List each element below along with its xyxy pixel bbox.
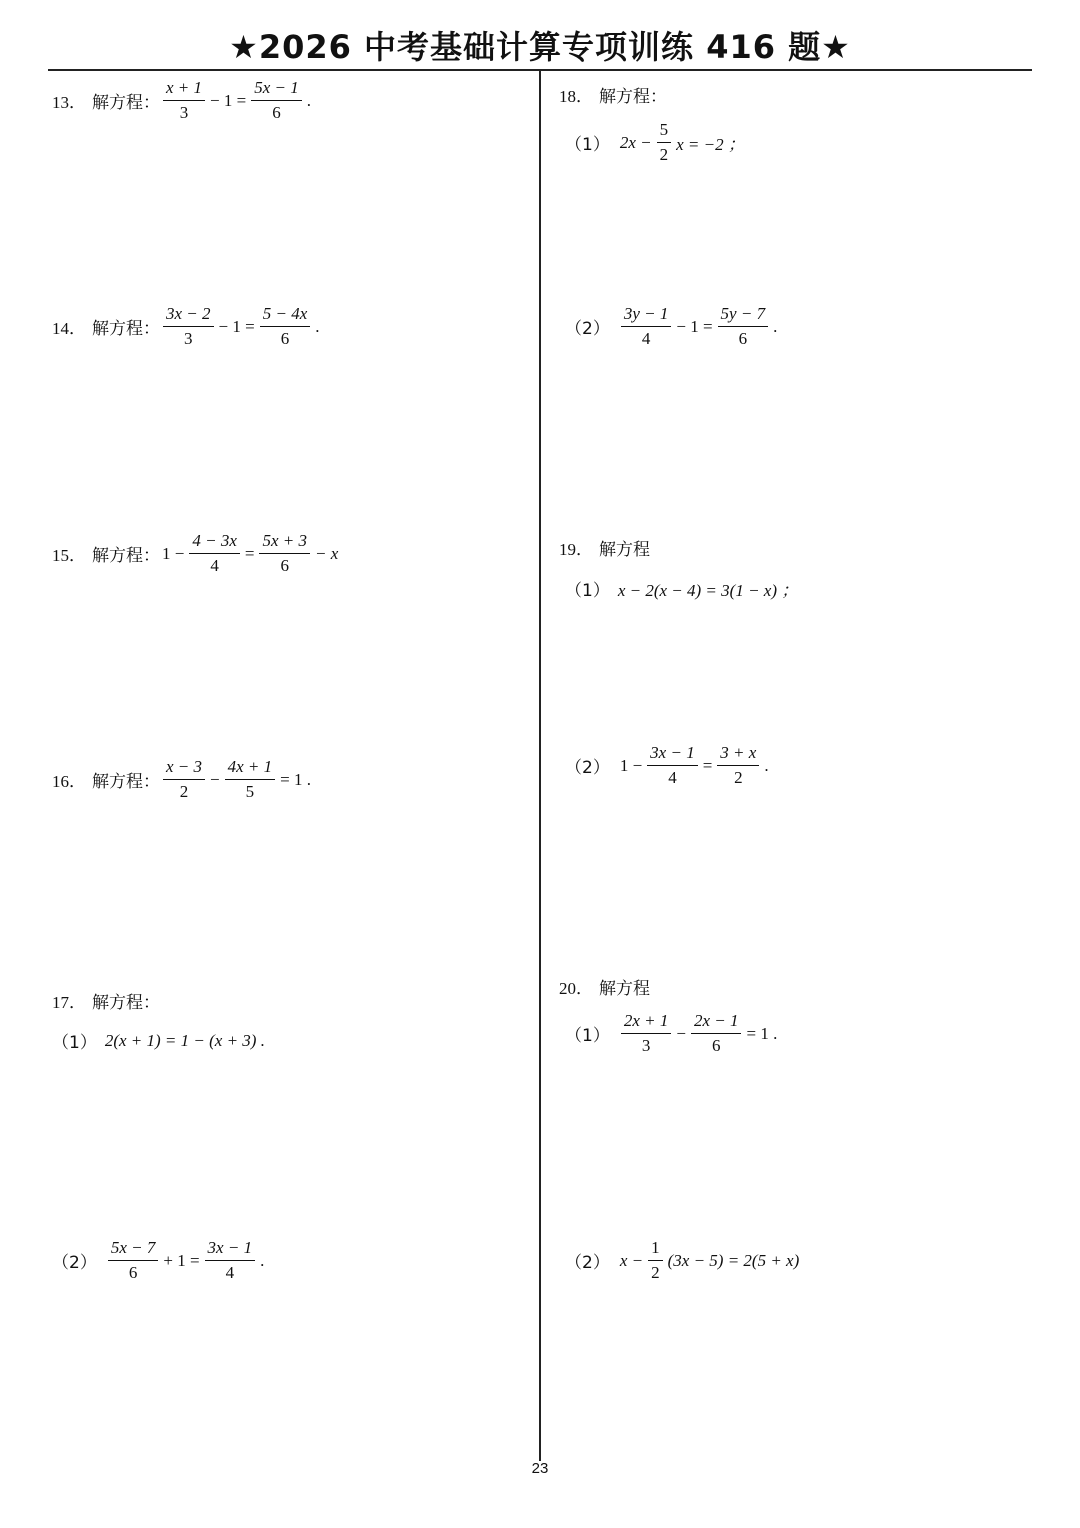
denominator: 6 xyxy=(738,329,748,348)
part-label: （2） xyxy=(565,319,610,339)
numerator: 5x + 3 xyxy=(259,531,310,554)
denominator: 6 xyxy=(711,1036,721,1055)
problem-instruction: 解方程： xyxy=(599,87,667,107)
problem-number: 14． xyxy=(52,319,86,338)
numerator: 4 − 3x xyxy=(189,531,240,554)
prefix: x − xyxy=(619,1250,644,1270)
part-label: （1） xyxy=(52,1033,97,1053)
denominator: 2 xyxy=(651,1263,660,1282)
operator: = xyxy=(702,755,713,775)
end-mark: . xyxy=(764,755,769,775)
numerator: 5 − 4x xyxy=(260,304,311,327)
denominator: 2 xyxy=(179,782,189,801)
fraction xyxy=(108,1238,159,1283)
operator: = xyxy=(244,543,255,563)
fraction xyxy=(621,1011,672,1056)
problem-instruction: 解方程： xyxy=(92,319,160,339)
fraction xyxy=(163,78,205,123)
page-number: 23 xyxy=(531,1460,549,1477)
problem-17-part-2 xyxy=(52,1238,266,1283)
problem-20-part-1 xyxy=(565,1011,779,1056)
end-mark: . xyxy=(260,1250,265,1270)
prefix: 1 − xyxy=(162,543,185,563)
operator: − 1 = xyxy=(210,90,247,110)
part-label: （2） xyxy=(565,758,610,778)
fraction xyxy=(717,743,759,788)
numerator: 3 + x xyxy=(717,743,759,766)
problem-instruction: 解方程 xyxy=(599,979,650,999)
numerator: 3x − 2 xyxy=(163,304,214,327)
fraction xyxy=(647,743,698,788)
denominator: 2 xyxy=(734,768,743,787)
part-label: （1） xyxy=(565,581,610,601)
numerator: 3x − 1 xyxy=(647,743,698,766)
fraction xyxy=(163,304,214,349)
problem-19-part-2 xyxy=(565,743,771,788)
operator: − xyxy=(210,769,220,789)
end-mark: = 1 . xyxy=(746,1023,778,1043)
problem-number: 17． xyxy=(52,993,86,1012)
operator: − xyxy=(676,1023,686,1043)
denominator: 6 xyxy=(280,329,290,348)
problem-number: 16． xyxy=(52,772,86,791)
column-divider xyxy=(539,71,541,1461)
numerator: 3y − 1 xyxy=(621,304,672,327)
denominator: 4 xyxy=(641,329,651,348)
suffix: (3x − 5) = 2(5 + x) xyxy=(667,1250,800,1270)
problem-18 xyxy=(559,82,667,107)
fraction xyxy=(189,531,240,576)
fraction xyxy=(657,120,672,165)
problem-19 xyxy=(559,535,650,560)
problem-13 xyxy=(52,78,313,123)
denominator: 2 xyxy=(659,145,669,164)
problem-number: 19． xyxy=(559,540,593,559)
fraction xyxy=(163,757,205,802)
problem-number: 13． xyxy=(52,93,86,112)
part-label: （1） xyxy=(565,135,610,155)
fraction xyxy=(260,304,311,349)
prefix: 1 − xyxy=(619,755,643,775)
prefix: 2x − xyxy=(619,132,652,152)
end-mark: = 1 . xyxy=(280,769,311,789)
problem-16 xyxy=(52,757,313,802)
fraction xyxy=(621,304,672,349)
numerator: x + 1 xyxy=(163,78,205,101)
problem-19-part-1 xyxy=(565,576,798,601)
equation: 2(x + 1) = 1 − (x + 3) . xyxy=(104,1030,265,1050)
problem-17-part-1 xyxy=(52,1028,265,1053)
problem-15 xyxy=(52,531,340,576)
problem-instruction: 解方程 xyxy=(599,540,650,560)
denominator: 6 xyxy=(272,103,281,122)
problem-instruction: 解方程： xyxy=(92,772,160,792)
problem-17 xyxy=(52,988,160,1013)
end-mark: . xyxy=(315,316,320,336)
denominator: 3 xyxy=(179,103,189,122)
problem-20-part-2 xyxy=(565,1238,801,1283)
fraction xyxy=(648,1238,663,1283)
equation: x − 2(x − 4) = 3(1 − x) ； xyxy=(617,581,799,600)
problem-number: 20． xyxy=(559,979,593,998)
numerator: 5x − 7 xyxy=(108,1238,159,1261)
end-mark: . xyxy=(773,316,778,336)
fraction xyxy=(718,304,769,349)
problem-18-part-1 xyxy=(565,120,747,165)
problem-number: 15． xyxy=(52,546,86,565)
fraction xyxy=(259,531,310,576)
denominator: 6 xyxy=(128,1263,138,1282)
denominator: 5 xyxy=(245,782,255,801)
numerator: 5x − 1 xyxy=(251,78,302,101)
end-mark: − x xyxy=(315,543,339,563)
suffix: x = −2 ； xyxy=(676,135,745,154)
numerator: 1 xyxy=(648,1238,663,1261)
fraction xyxy=(691,1011,742,1056)
problem-14 xyxy=(52,304,322,349)
part-label: （2） xyxy=(52,1253,97,1273)
denominator: 3 xyxy=(184,329,193,348)
fraction xyxy=(251,78,302,123)
problem-instruction: 解方程： xyxy=(92,93,160,113)
numerator: 2x − 1 xyxy=(691,1011,742,1034)
denominator: 4 xyxy=(668,768,677,787)
end-mark: . xyxy=(306,90,311,110)
problem-instruction: 解方程： xyxy=(92,546,160,566)
operator: − 1 = xyxy=(218,316,255,336)
fraction xyxy=(205,1238,256,1283)
denominator: 4 xyxy=(210,556,219,575)
problem-instruction: 解方程： xyxy=(92,993,160,1013)
part-label: （1） xyxy=(565,1026,610,1046)
operator: + 1 = xyxy=(163,1250,200,1270)
numerator: 4x + 1 xyxy=(225,757,276,780)
numerator: x − 3 xyxy=(163,757,205,780)
part-label: （2） xyxy=(565,1253,610,1273)
fraction xyxy=(225,757,276,802)
page-title: ★2026 中考基础计算专项训练 416 题★ xyxy=(229,28,851,66)
numerator: 3x − 1 xyxy=(205,1238,256,1261)
problem-20 xyxy=(559,974,650,999)
operator: − 1 = xyxy=(676,316,713,336)
numerator: 5 xyxy=(657,120,672,143)
numerator: 5y − 7 xyxy=(718,304,769,327)
denominator: 6 xyxy=(280,556,289,575)
problem-18-part-2 xyxy=(565,304,779,349)
numerator: 2x + 1 xyxy=(621,1011,672,1034)
problem-number: 18． xyxy=(559,87,593,106)
denominator: 4 xyxy=(225,1263,235,1282)
denominator: 3 xyxy=(641,1036,651,1055)
